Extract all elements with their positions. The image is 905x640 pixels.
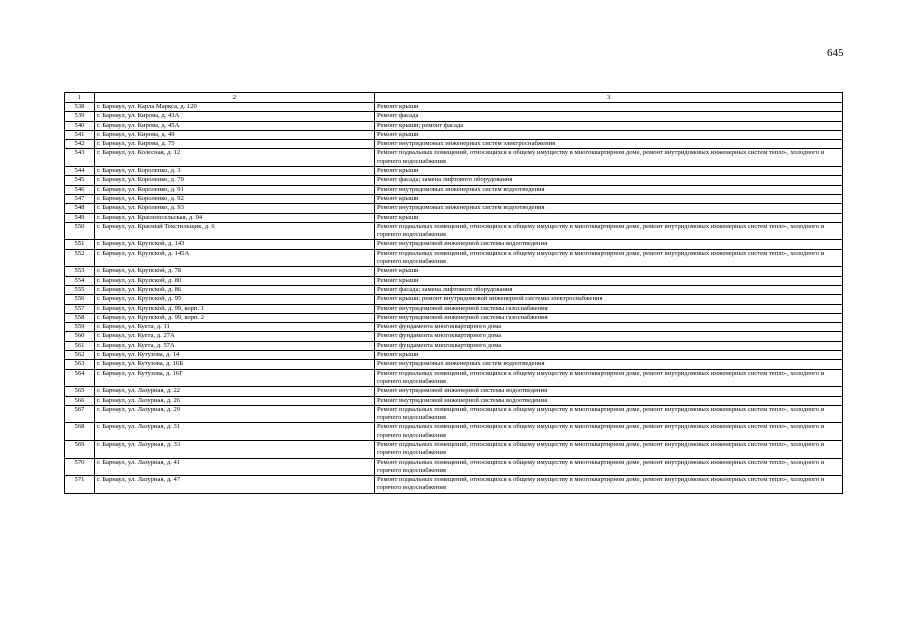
row-number-cell: 568 [65,423,95,441]
table-row [65,103,843,112]
work-type-cell: Ремонт крыши [375,267,843,276]
work-type-cell: Ремонт крыши [375,130,843,139]
table-row [65,276,843,285]
address-cell: г. Барнаул, ул. Короленко, д. 93 [95,204,375,213]
row-number-cell: 569 [65,440,95,458]
row-number-cell: 544 [65,167,95,176]
table-row [65,176,843,185]
row-number-cell: 562 [65,351,95,360]
address-cell: г. Барнаул, ул. Кирова, д. 45А [95,121,375,130]
work-type-cell: Ремонт крыши [375,103,843,112]
row-number-cell: 547 [65,194,95,203]
work-type-cell: Ремонт подвальных помещений, относящихся к общему имуществу в многоквартирном доме, ремонт внутридомовых инженерных систем тепло-, холодного и горячего водоснабжения [375,440,843,458]
row-number-cell: 552 [65,249,95,267]
address-cell: г. Барнаул, ул. Короленко, д. 3 [95,167,375,176]
repair-program-table [64,92,843,494]
address-cell: г. Барнаул, ул. Крупской, д. 80 [95,276,375,285]
table-row [65,249,843,267]
table-row [65,185,843,194]
address-cell: г. Барнаул, ул. Колесная, д. 12 [95,149,375,167]
address-cell: г. Барнаул, ул. Крупской, д. 86 [95,285,375,294]
work-type-cell: Ремонт фундамента многоквартирного дома [375,332,843,341]
page-number: 645 [827,47,844,59]
table-row [65,476,843,494]
address-cell: г. Барнаул, ул. Кутузова, д. 16Б [95,360,375,369]
row-number-cell: 563 [65,360,95,369]
row-number-cell: 567 [65,405,95,423]
column-header-1: 1 [65,93,95,103]
row-number-cell: 548 [65,204,95,213]
work-type-cell: Ремонт внутридомовых инженерных систем водоотведения [375,185,843,194]
row-number-cell: 550 [65,222,95,240]
table-row [65,387,843,396]
work-type-cell: Ремонт фундамента многоквартирного дома [375,341,843,350]
address-cell: г. Барнаул, ул. Крупской, д. 99, корп. 1 [95,304,375,313]
address-cell: г. Барнаул, ул. Куета, д. 11 [95,323,375,332]
work-type-cell: Ремонт подвальных помещений, относящихся к общему имуществу в многоквартирном доме, ремонт внутридомовых инженерных систем тепло-, холодного и горячего водоснабжения [375,249,843,267]
work-type-cell: Ремонт внутридомовых инженерных систем электроснабжения [375,140,843,149]
table-row [65,112,843,121]
row-number-cell: 541 [65,130,95,139]
work-type-cell: Ремонт подвальных помещений, относящихся к общему имуществу в многоквартирном доме, ремонт внутридомовых инженерных систем тепло-, холодного и горячего водоснабжения [375,476,843,494]
row-number-cell: 546 [65,185,95,194]
address-cell: г. Барнаул, ул. Лазурная, д. 22 [95,387,375,396]
row-number-cell: 554 [65,276,95,285]
table-row [65,149,843,167]
table-row [65,332,843,341]
row-number-cell: 565 [65,387,95,396]
table-row [65,360,843,369]
work-type-cell: Ремонт крыши [375,213,843,222]
address-cell: г. Барнаул, ул. Лазурная, д. 26 [95,396,375,405]
table-row [65,285,843,294]
row-number-cell: 557 [65,304,95,313]
address-cell: г. Барнаул, ул. Крупской, д. 143 [95,240,375,249]
table-row [65,121,843,130]
address-cell: г. Барнаул, ул. Крупской, д. 95 [95,295,375,304]
table-row [65,440,843,458]
row-number-cell: 543 [65,149,95,167]
address-cell: г. Барнаул, ул. Карла Маркса, д. 120 [95,103,375,112]
work-type-cell: Ремонт фасада [375,112,843,121]
work-type-cell: Ремонт подвальных помещений, относящихся к общему имуществу в многоквартирном доме, ремонт внутридомовых инженерных систем тепло-, холодного и горячего водоснабжения [375,149,843,167]
table-row [65,213,843,222]
table-row [65,194,843,203]
row-number-cell: 559 [65,323,95,332]
table-row [65,341,843,350]
address-cell: г. Барнаул, ул. Крупской, д. 78 [95,267,375,276]
row-number-cell: 542 [65,140,95,149]
address-cell: г. Барнаул, ул. Короленко, д. 91 [95,185,375,194]
table-row [65,204,843,213]
row-number-cell: 566 [65,396,95,405]
table-header-row [65,93,843,103]
work-type-cell: Ремонт внутридомовых инженерных систем водоотведения [375,204,843,213]
table-row [65,222,843,240]
row-number-cell: 538 [65,103,95,112]
address-cell: г. Барнаул, ул. Лазурная, д. 31 [95,423,375,441]
work-type-cell: Ремонт фасада; замена лифтового оборудования [375,285,843,294]
table-row [65,304,843,313]
work-type-cell: Ремонт крыши [375,167,843,176]
row-number-cell: 570 [65,458,95,476]
address-cell: г. Барнаул, ул. Куета, д. 27А [95,332,375,341]
address-cell: г. Барнаул, ул. Куета, д. 57А [95,341,375,350]
table-row [65,458,843,476]
table-row [65,396,843,405]
table-row [65,423,843,441]
work-type-cell: Ремонт крыши; ремонт внутридомовой инженерной системы электроснабжения [375,295,843,304]
address-cell: г. Барнаул, ул. Кирова, д. 75 [95,140,375,149]
work-type-cell: Ремонт внутридомовой инженерной системы водоотведения [375,387,843,396]
work-type-cell: Ремонт внутридомовой инженерной системы водоотведения [375,240,843,249]
address-cell: г. Барнаул, ул. Крупской, д. 99, корп. 2 [95,313,375,322]
row-number-cell: 558 [65,313,95,322]
address-cell: г. Барнаул, ул. Короленко, д. 92 [95,194,375,203]
work-type-cell: Ремонт внутридомовой инженерной системы газоснабжения [375,313,843,322]
work-type-cell: Ремонт внутридомовой инженерной системы водоотведения [375,396,843,405]
work-type-cell: Ремонт подвальных помещений, относящихся к общему имуществу в многоквартирном доме, ремонт внутридомовых инженерных систем тепло-, холодного и горячего водоснабжения [375,405,843,423]
work-type-cell: Ремонт крыши; ремонт фасада [375,121,843,130]
table-row [65,140,843,149]
row-number-cell: 540 [65,121,95,130]
table-row [65,295,843,304]
work-type-cell: Ремонт фасада; замена лифтового оборудования [375,176,843,185]
address-cell: г. Барнаул, ул. Короленко, д. 70 [95,176,375,185]
address-cell: г. Барнаул, ул. Кирова, д. 49 [95,130,375,139]
row-number-cell: 545 [65,176,95,185]
work-type-cell: Ремонт крыши [375,276,843,285]
column-header-2: 2 [95,93,375,103]
row-number-cell: 560 [65,332,95,341]
address-cell: г. Барнаул, ул. Кирова, д. 43А [95,112,375,121]
row-number-cell: 553 [65,267,95,276]
table-row [65,323,843,332]
work-type-cell: Ремонт фундамента многоквартирного дома [375,323,843,332]
row-number-cell: 549 [65,213,95,222]
work-type-cell: Ремонт внутридомовых инженерных систем водоотведения [375,360,843,369]
table-row [65,369,843,387]
table-row [65,130,843,139]
work-type-cell: Ремонт подвальных помещений, относящихся к общему имуществу в многоквартирном доме, ремонт внутридомовых инженерных систем тепло-, холодного и горячего водоснабжения [375,369,843,387]
row-number-cell: 564 [65,369,95,387]
row-number-cell: 539 [65,112,95,121]
address-cell: г. Барнаул, ул. Красный Текстильщик, д. 6 [95,222,375,240]
address-cell: г. Барнаул, ул. Лазурная, д. 29 [95,405,375,423]
table-row [65,313,843,322]
work-type-cell: Ремонт внутридомовой инженерной системы газоснабжения [375,304,843,313]
address-cell: г. Барнаул, ул. Кутузова, д. 16Г [95,369,375,387]
table-row [65,267,843,276]
address-cell: г. Барнаул, ул. Красноосельская, д. 94 [95,213,375,222]
address-cell: г. Барнаул, ул. Лазурная, д. 33 [95,440,375,458]
work-type-cell: Ремонт подвальных помещений, относящихся к общему имуществу в многоквартирном доме, ремонт внутридомовых инженерных систем тепло-, холодного и горячего водоснабжения [375,458,843,476]
row-number-cell: 551 [65,240,95,249]
table-row [65,405,843,423]
work-type-cell: Ремонт крыши [375,351,843,360]
row-number-cell: 571 [65,476,95,494]
column-header-3: 3 [375,93,843,103]
row-number-cell: 561 [65,341,95,350]
table-row [65,167,843,176]
work-type-cell: Ремонт крыши [375,194,843,203]
row-number-cell: 555 [65,285,95,294]
table-body [65,93,843,494]
table-row [65,240,843,249]
table-row [65,351,843,360]
address-cell: г. Барнаул, ул. Кутузова, д. 14 [95,351,375,360]
address-cell: г. Барнаул, ул. Лазурная, д. 41 [95,458,375,476]
address-cell: г. Барнаул, ул. Лазурная, д. 47 [95,476,375,494]
row-number-cell: 556 [65,295,95,304]
work-type-cell: Ремонт подвальных помещений, относящихся к общему имуществу в многоквартирном доме, ремонт внутридомовых инженерных систем тепло-, холодного и горячего водоснабжения [375,222,843,240]
work-type-cell: Ремонт подвальных помещений, относящихся к общему имуществу в многоквартирном доме, ремонт внутридомовых инженерных систем тепло-, холодного и горячего водоснабжения [375,423,843,441]
address-cell: г. Барнаул, ул. Крупской, д. 145А [95,249,375,267]
